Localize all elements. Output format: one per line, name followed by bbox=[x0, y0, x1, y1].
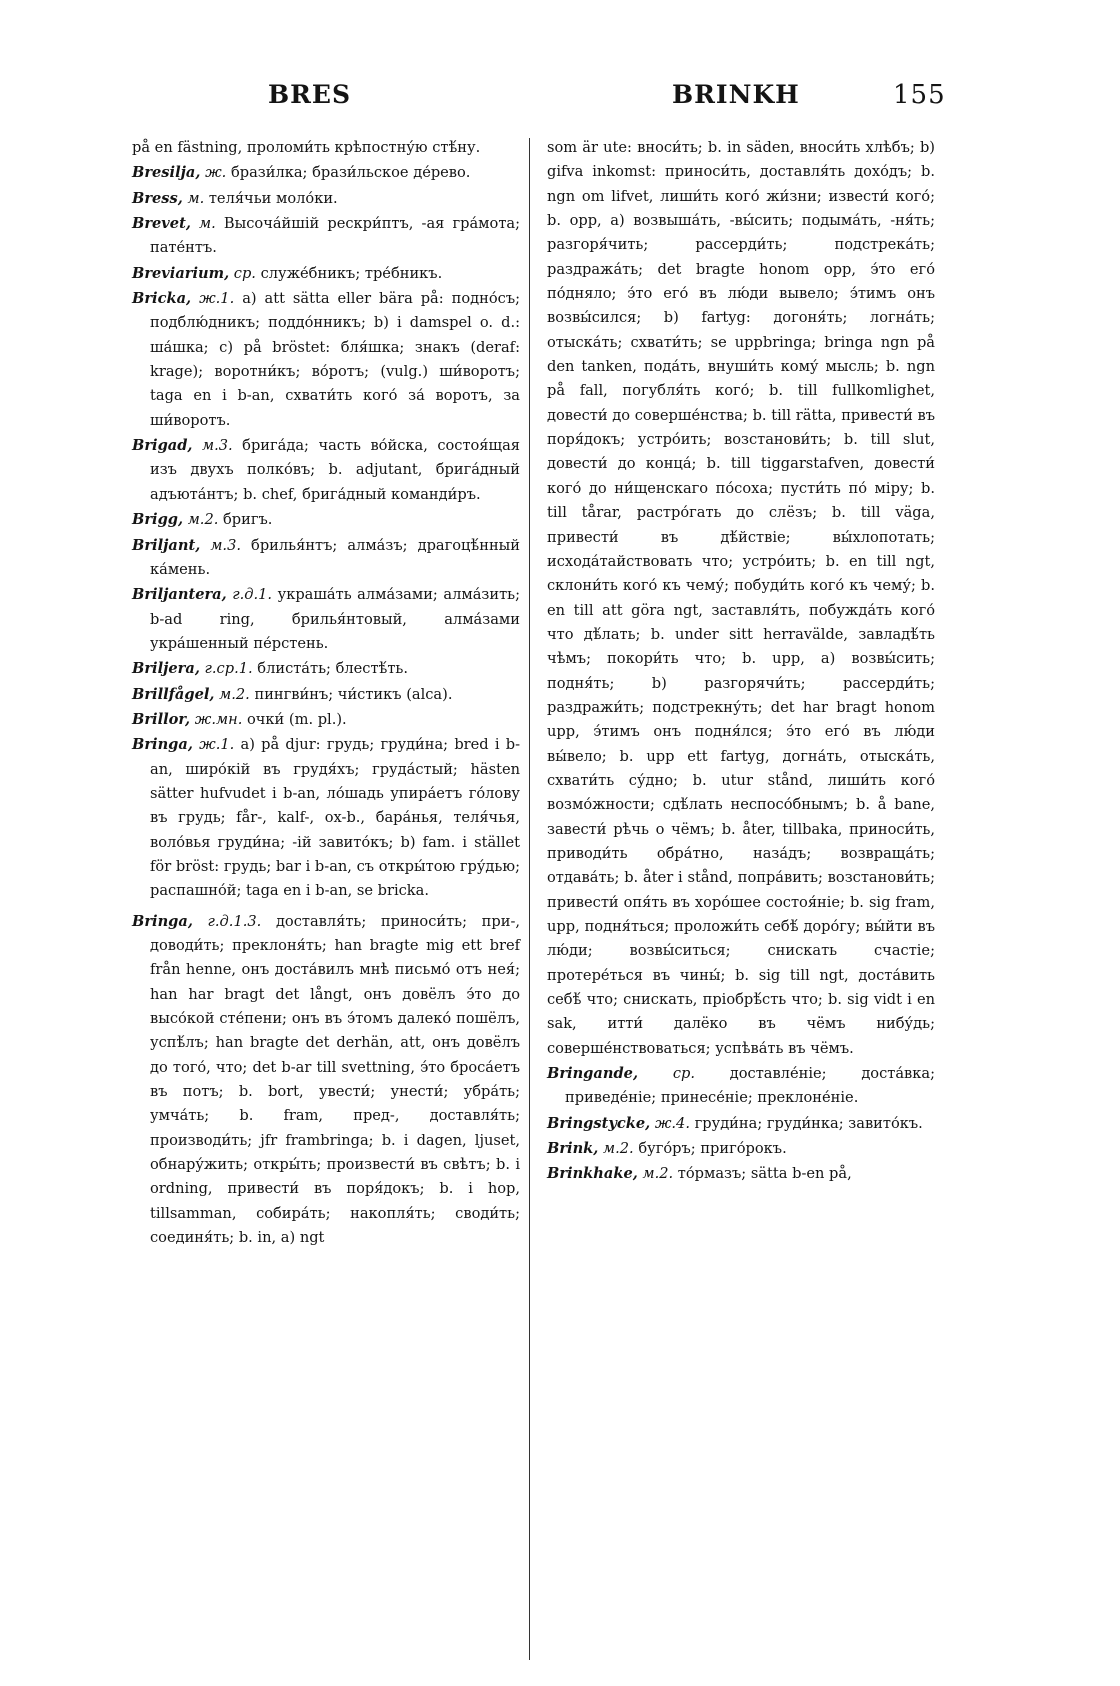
definition-text: Высоча́йшій рескри́птъ, -ая гра́мота; пате́нтъ. bbox=[150, 215, 521, 257]
definition-text: på en fästning, проломи́ть крѣпостну́ю стѣ́ну. bbox=[132, 139, 481, 156]
headword: Brillfågel, bbox=[132, 685, 215, 703]
headword: Briljant, bbox=[132, 536, 201, 554]
grammar-label: м.2. bbox=[603, 1140, 634, 1158]
definition-text: то́рмазъ; sätta b-en på, bbox=[677, 1165, 852, 1183]
headword: Bringa, bbox=[132, 912, 193, 930]
headword: Bringande, bbox=[547, 1065, 639, 1083]
headword: Briljera, bbox=[132, 660, 200, 678]
dictionary-entry bbox=[547, 1112, 935, 1136]
dictionary-entry bbox=[132, 508, 520, 532]
definition-text: a) på djur: грудь; груди́на; bred i b-an, широ́кій въ грудя́хъ; груда́стый; hästen sätter hufvudet i b-an, ло́шадь упира́етъ го́лову въ грудь; får-, kalf-, ox-b., бара́нья, теля́чья, воло́вья груди́на; -ій завито́къ; b) fam. i stället för bröst: грудь; bar i b-an, съ откры́тою гру́дью; распашно́й; taga en i b-an, se bricka. bbox=[150, 736, 521, 900]
right-column bbox=[547, 136, 935, 1188]
dictionary-entry bbox=[132, 708, 520, 732]
dictionary-entry bbox=[132, 583, 520, 656]
definition-text: служе́бникъ; тре́бникъ. bbox=[260, 264, 443, 282]
definition-text: доставля́ть; приноси́ть; при-, доводи́ть; преклоня́ть; han bragte mig ett bref från henne, онъ доста́вилъ мнѣ письмо́ отъ нея́; han har bragt det långt, онъ довёлъ э́то до высо́кой сте́пени; онъ въ э́томъ далеко́ пошёлъ, успѣ́лъ; han bragte det derhän, att, онъ довёлъ до того́, что; det b-ar till svettning, э́то броса́етъ въ потъ; b. bort, увести́; унести́; убра́ть; умча́ть; b. fram, пред-, доставля́ть; производи́ть; jfr frambringa; b. i dagen, ljuset, обнару́жить; откры́ть; произвести́ въ свѣтъ; b. i ordning, привести́ въ поря́докъ; b. i hop, tillsamman, собира́ть; накопля́ть; своди́ть; соединя́ть; b. in, a) ngt bbox=[150, 912, 521, 1247]
page-number: 155 bbox=[893, 80, 946, 110]
headword: Bricka, bbox=[132, 290, 192, 308]
definition-text: теля́чьи моло́ки. bbox=[208, 189, 338, 207]
grammar-label: ж. bbox=[205, 164, 227, 182]
grammar-label: ж.4. bbox=[654, 1114, 690, 1132]
running-head-right: BRINKH bbox=[672, 80, 800, 109]
dictionary-entry bbox=[547, 1162, 935, 1186]
dictionary-entry bbox=[132, 262, 520, 286]
definition-text: буго́ръ; приго́рокъ. bbox=[638, 1140, 787, 1158]
headword: Breviarium, bbox=[132, 264, 230, 282]
definition-text: груди́на; груди́нка; завито́къ. bbox=[694, 1114, 923, 1132]
grammar-label: м.2. bbox=[187, 511, 219, 529]
dictionary-entry bbox=[132, 910, 520, 1251]
definition-text: брига́да; часть во́йска, состоя́щая изъ двухъ полко́въ; b. adjutant, брига́дный адъюта́нтъ; b. chef, брига́дный команди́ръ. bbox=[150, 437, 520, 503]
dictionary-entry bbox=[547, 1062, 935, 1111]
grammar-label: ж.1. bbox=[199, 290, 235, 308]
entry-continuation bbox=[547, 136, 935, 1061]
dictionary-entry bbox=[132, 534, 520, 583]
grammar-label: ж.1. bbox=[199, 736, 235, 754]
running-head-left: BRES bbox=[268, 80, 352, 109]
entry-continuation bbox=[132, 136, 520, 160]
headword: Brigad, bbox=[132, 437, 193, 455]
headword: Brinkhake, bbox=[547, 1165, 638, 1183]
dictionary-entry bbox=[132, 434, 520, 507]
definition-text: брази́лка; брази́льское де́рево. bbox=[230, 164, 471, 182]
dictionary-entry bbox=[132, 657, 520, 681]
definition-text: пингви́нъ; чи́стикъ (alca). bbox=[254, 685, 453, 703]
grammar-label: м.3. bbox=[210, 536, 241, 554]
dictionary-entry bbox=[132, 161, 520, 185]
definition-text: очки́ (m. pl.). bbox=[246, 710, 347, 728]
headword: Briljantera, bbox=[132, 586, 227, 604]
definition-text: украша́ть алма́зами; алма́зить; b-ad ring, брилья́нтовый, алма́зами укра́шенный пе́рстень. bbox=[150, 586, 521, 652]
headword: Bringa, bbox=[132, 736, 193, 754]
dictionary-entry bbox=[132, 733, 520, 903]
headword: Bresilja, bbox=[132, 164, 201, 182]
grammar-label: м.2. bbox=[219, 685, 250, 703]
headword: Bringstycke, bbox=[547, 1114, 651, 1132]
column-divider bbox=[529, 138, 530, 1660]
dictionary-entry bbox=[132, 187, 520, 211]
dictionary-entry bbox=[132, 212, 520, 261]
grammar-label: м. bbox=[199, 215, 216, 233]
definition-text: брилья́нтъ; алма́зъ; драгоцѣ́нный ка́мень. bbox=[150, 536, 521, 578]
headword: Brevet, bbox=[132, 215, 191, 233]
dictionary-entry bbox=[132, 287, 520, 433]
grammar-label: м.3. bbox=[202, 437, 233, 455]
headword: Brigg, bbox=[132, 511, 184, 529]
grammar-label: м. bbox=[187, 189, 205, 207]
headword: Brink, bbox=[547, 1140, 599, 1158]
grammar-label: г.ср.1. bbox=[204, 660, 253, 678]
definition-text: бригъ. bbox=[223, 511, 273, 529]
grammar-label: г.д.1.3. bbox=[207, 912, 262, 930]
headword: Bress, bbox=[132, 189, 183, 207]
grammar-label: ср. bbox=[233, 264, 256, 282]
definition-text: a) att sätta eller bära på: подно́съ; подблю́дникъ; поддо́нникъ; b) i damspel o. d.: ша́шка; c) på bröstet: бля́шка; знакъ (deraf: krage); воротни́къ; во́ротъ; (vulg.) ши́воротъ; taga en i b-an, схвати́ть кого́ за́ воротъ, за ши́воротъ. bbox=[150, 290, 521, 429]
dictionary-entry bbox=[132, 683, 520, 707]
grammar-label: г.д.1. bbox=[232, 586, 273, 604]
definition-text: доставле́ніе; доста́вка; приведе́ніе; принесе́ніе; преклоне́ніе. bbox=[565, 1065, 935, 1107]
definition-text: som är ute: вноси́ть; b. in säden, вноси́ть хлѣбъ; b) gifva inkomst: приноси́ть, доставля́ть дохо́дъ; b. ngn om lifvet, лиши́ть кого́ жи́зни; извести́ кого́; b. opp, a) возвыша́ть, -вы́сить; подыма́ть, -ня́ть; разгоря́чить; рассерди́ть; подстрека́ть; раздража́ть; det bragte honom opp, э́то его́ по́дняло; э́то его́ въ лю́ди вывело; э́тимъ онъ возвы́сился; b) fartyg: догоня́ть; логна́ть; отыска́ть; схвати́ть; se uppbringa; bringa ngn på den tanken, пода́ть, внуши́ть кому́ мысль; b. ngn på fall, погубля́ть кого́; b. till fullkomlighet, довести́ до соверше́нства; b. till rätta, привести́ въ поря́докъ; устро́ить; возстанови́ть; b. till slut, довести́ до конца́; b. till tiggarstafven, довести́ кого́ до ни́щенскаго по́соха; пусти́ть по́ міру; b. till tårar, растро́гать до слёзъ; b. till väga, привести́ въ дѣ́йствіе; вы́хлопотать; исхода́тайствовать что; устро́ить; b. en till ngt, склони́ть кого́ къ чему́; побуди́ть кого́ къ чему́; b. en till att göra ngt, заставля́ть, побужда́ть кого́ что дѣ́лать; b. under sitt herravälde, завладѣ́ть чѣмъ; покори́ть что; b. upp, a) возвы́сить; подня́ть; b) разгорячи́ть; рассерди́ть; раздражи́ть; подстрекну́ть; det har bragt honom upp, э́тимъ онъ подня́лся; э́то его́ въ лю́ди вы́вело; b. upp ett fartyg, догна́ть, отыска́ть, схвати́ть су́дно; b. utur stånd, лиши́ть кого́ возмо́жности; сдѣ́лать неспосо́бнымъ; b. å bane, завести́ рѣчь о чёмъ; b. åter, tillbaka, приноси́ть, приводи́ть обра́тно, наза́дъ; возвраща́ть; отдава́ть; b. åter i stånd, попра́вить; возстанови́ть; привести́ опя́ть въ хоро́шее состоя́ніе; b. sig fram, upp, подня́ться; проложи́ть себѣ́ доро́гу; вы́йти въ лю́ди; возвы́ситься; снискать счастіе; протере́ться въ чины́; b. sig till ngt, доста́вить себѣ́ что; снискать, пріобрѣ́сть что; b. sig vidt i en sak, итти́ далёко въ чёмъ нибу́дь; соверше́нствоваться; успѣва́ть въ чёмъ. bbox=[547, 139, 935, 1057]
dictionary-entry bbox=[547, 1137, 935, 1161]
headword: Brillor, bbox=[132, 710, 191, 728]
left-column bbox=[132, 136, 520, 1251]
definition-text: блиста́ть; блестѣ́ть. bbox=[257, 660, 408, 678]
grammar-label: ср. bbox=[672, 1065, 695, 1083]
grammar-label: м.2. bbox=[642, 1165, 674, 1183]
grammar-label: ж.мн. bbox=[194, 710, 243, 728]
